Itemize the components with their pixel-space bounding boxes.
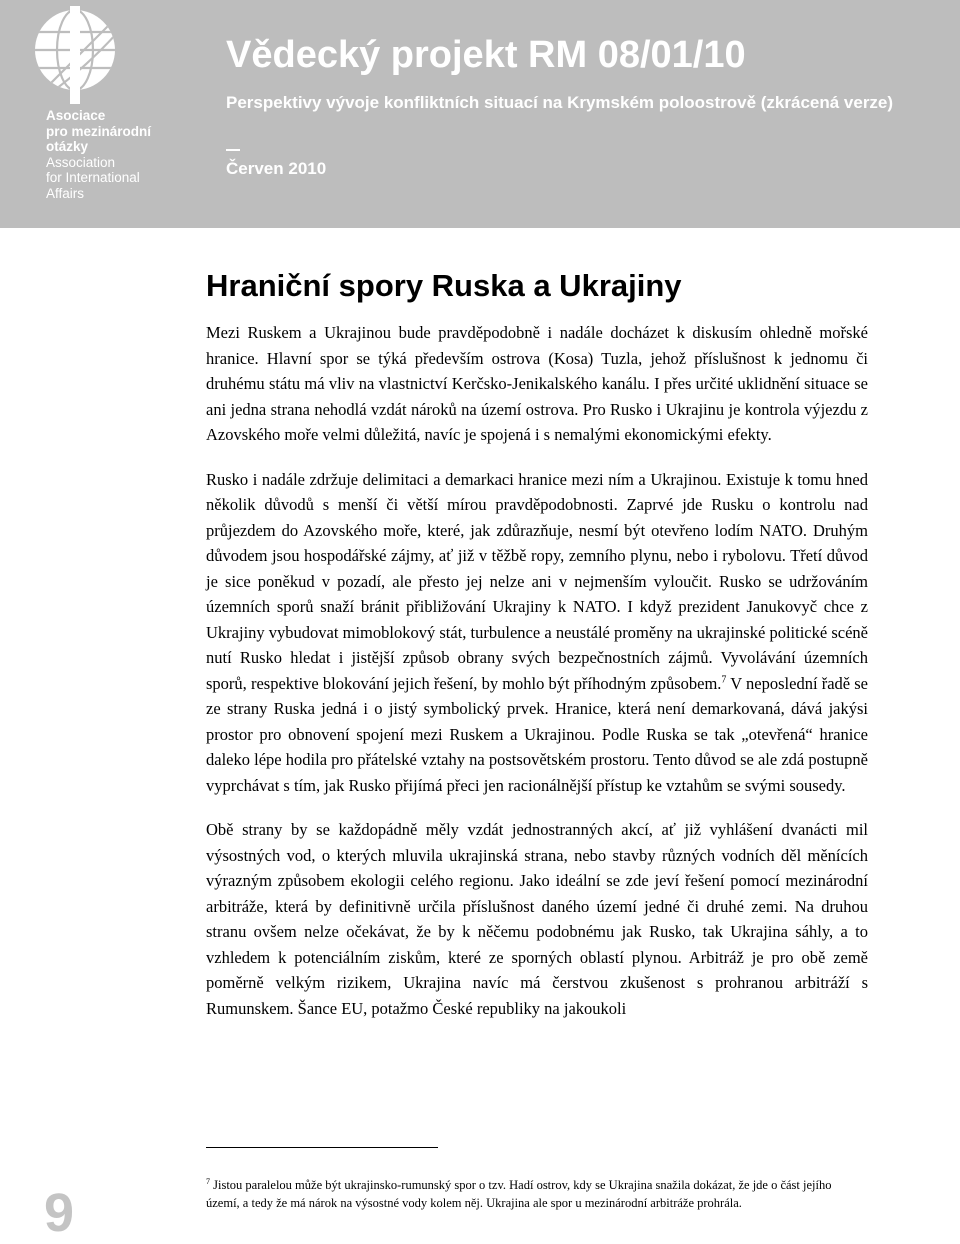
document-date: Červen 2010 <box>226 159 327 178</box>
globe-cross-logo-icon <box>32 2 118 104</box>
paragraph-2-part-b: V neposlední řadě se ze strany Ruska jedná i o jistý symbolický prvek. Hranice, která není demarkovaná, dává jakýsi prostor pro obnovení spojení mezi Ruskem a Ukrajinou. Podle Ruska se tak „otevřená“ hranice daleko lépe hodila pro přátelské vztahy na postsovětském prostoru. Tento důvod se ale zdá postupně vyprchávat s tím, jak Rusko přijímá přeci jen racionálnější přístup ke vztahům se svými sousedy. <box>206 673 868 795</box>
logo-line-4: Association <box>46 154 116 170</box>
header-dash <box>226 149 240 151</box>
section-heading: Hraniční spory Ruska a Ukrajiny <box>206 268 682 303</box>
footnote-reference[interactable]: 7 <box>721 674 727 685</box>
article-body <box>206 320 868 1040</box>
document-subtitle: Perspektivy vývoje konfliktních situací na Krymském poloostrově (zkrácená verze) <box>226 93 894 112</box>
document-title: Vědecký projekt RM 08/01/10 <box>226 34 746 76</box>
paragraph-3: Obě strany by se každopádně měly vzdát jednostranných akcí, ať již vyhlášení dvanácti mil výsostných vod, o kterých mluvila ukrajinská strana, nebo stavby různých vodních děl měnících výrazným způsobem ekologii celého regionu. Jako ideální se zde jeví řešení pomocí mezinárodní arbitráže, která by definitivně určila příslušnost daného území jedné či druhé zemi. Na druhou stranu ovšem nelze očekávat, že by k něčemu podobnému jak Rusko, tak Ukrajina sáhly, a to vzhledem k potenciálním ziskům, které ze sporných oblastí plynou. Arbitráž je pro obě země poměrně velkým rizikem, Ukrajina navíc má čerstvou zkušenost s prohranou arbitráží s Rumunskem. Šance EU, potažmo České republiky na jakoukoli <box>206 820 868 1018</box>
footnote-text: Jistou paralelou může být ukrajinsko-rumunský spor o tzv. Hadí ostrov, kdy se Ukrajina snažila dokázat, že jde o část jejího území, a tedy že má nárok na výsostné vody kolem něj. Ukrajina ale spor u mezinárodní arbitráže prohrála. <box>206 1178 832 1210</box>
logo-line-6: Affairs <box>46 185 85 201</box>
footnote-divider <box>206 1147 438 1148</box>
page-number: 9 <box>44 1183 75 1243</box>
paragraph-2 <box>206 467 868 799</box>
logo-line-5: for International <box>46 170 140 185</box>
logo-line-1: Asociace <box>46 108 106 123</box>
logo-line-3: otázky <box>46 139 89 154</box>
paragraph-2-part-a: Rusko i nadále zdržuje delimitaci a demarkaci hranice mezi ním a Ukrajinou. Existuje k tomu hned několik důvodů s menší či větší mírou pravděpodobnosti. Zaprvé jde Rusku o kontrolu nad průjezdem do Azovského moře, které, jak zdůrazňuje, nesmí být otevřeno lodím NATO. Druhým důvodem jsou hospodářské zájmy, ať již v těžbě ropy, zemního plynu, nebo i rybolovu. Třetí důvod je sice poněkud v pozadí, ale přesto jej nelze ani v nejmenším vyloučit. Rusko se udržováním územních sporů snaží bránit přibližování Ukrajiny k NATO. I když prezident Janukovyč chce z Ukrajiny vybudovat mimoblokový stát, turbulence a neustálé proměny na ukrajinské politické scéně nutí Rusko hledat i jistější způsob obrany svých bezpečnostních zájmů. Vyvolávání územních sporů, respektive blokování jejich řešení, by mohlo být příhodným způsobem. <box>206 469 868 693</box>
logo-text <box>46 108 151 201</box>
paragraph-1: Mezi Ruskem a Ukrajinou bude pravděpodobně i nadále docházet k diskusím ohledně mořské hranice. Hlavní spor se týká především ostrova (Kosa) Tuzla, jehož příslušnost k jednomu či druhému státu má vliv na vlastnictví Kerčsko-Jenikalského kanálu. I přes určité uklidnění situace se ani jedna strana nehodlá vzdát nároků na území ostrova. Pro Rusko i Ukrajinu je kontrola výjezdu z Azovského moře velmi důležitá, navíc je spojená i s nemalými ekonomickými efekty. <box>206 323 868 444</box>
footnote <box>206 1176 868 1212</box>
header-band <box>0 0 960 228</box>
footnote-number: 7 <box>206 1176 210 1186</box>
logo-line-2: pro mezinárodní <box>46 123 152 139</box>
